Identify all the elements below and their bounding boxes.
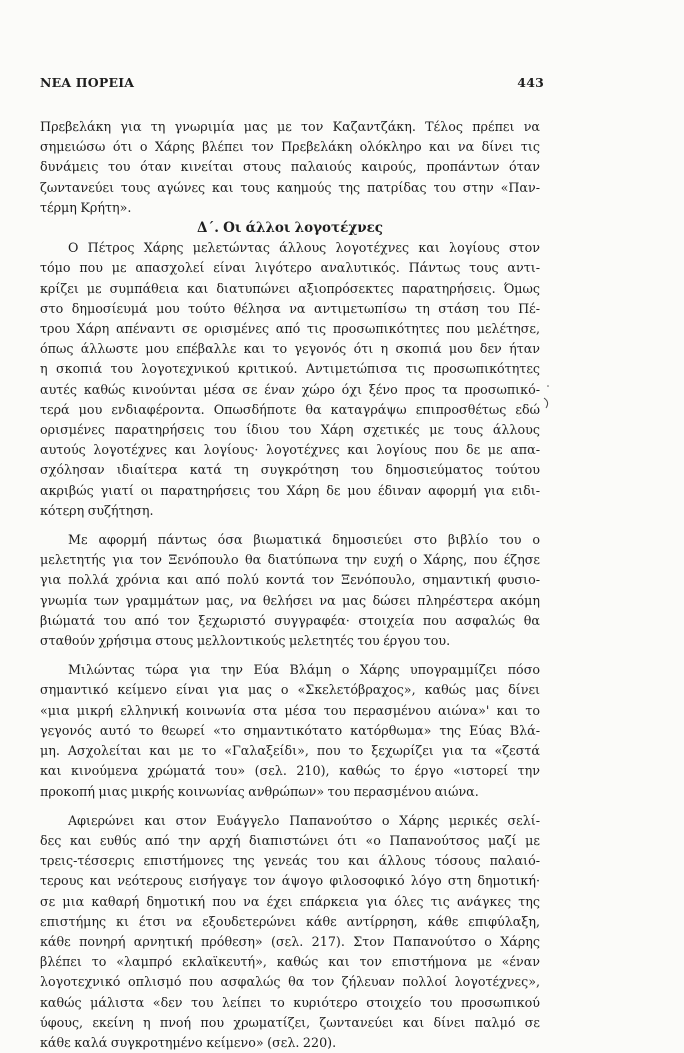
text-line: αυτές καθώς κινούνται μέσα σε έναν χώρο όχι ξένο προς τα προσωπικό- [40, 381, 540, 397]
journal-title: ΝΕΑ ΠΟΡΕΙΑ [40, 75, 135, 90]
text-line: Μιλώντας τώρα για την Εύα Βλάμη ο Χάρης υπογραμμίζει πόσο [68, 662, 540, 678]
text-line: τερά μου ενδιαφέροντα. Οπωσδήποτε θα καταγράψω επιπροσθέτως εδώ [40, 401, 540, 417]
page-number: 443 [517, 75, 544, 90]
text-line: ακριβώς γιατί οι παρατηρήσεις του Χάρη δε μου έδιναν αφορμή για ειδι- [40, 482, 540, 498]
paragraph [40, 811, 540, 1053]
text-line: κάθε καλά συγκροτημένο κείμενο» (σελ. 220). [40, 1034, 337, 1050]
text-line: λογοτεχνικό οπλισμό που ασφαλώς θα τον ζήλευαν πολλοί λογοτέχνες», [40, 974, 540, 990]
text-line: όπως άλλωστε μου επέβαλλε και το γεγονός ότι η σκοπιά μου δεν ήταν [40, 341, 540, 357]
text-line: δυνάμεις του όταν κινείται στους παλαιούς καιρούς, προπάντων όταν [40, 159, 540, 175]
text-line: βλέπει το «λαμπρό εκλαϊκευτή», καθώς και τον επιστήμονα με «έναν [40, 954, 540, 970]
text-line: καθώς μάλιστα «δεν του λείπει το κυριότερο στοιχείο του προσωπικού [40, 994, 540, 1010]
text-line: Ο Πέτρος Χάρης μελετώντας άλλους λογοτέχνες και λογίους στον [68, 240, 540, 256]
text-line: Αφιερώνει και στον Ευάγγελο Παπανούτσο ο Χάρης μερικές σελί- [68, 812, 540, 828]
text-line: κότερη συζήτηση. [40, 502, 154, 518]
text-line: σημαντικό κείμενο είναι για μας ο «Σκελετόβραχος», καθώς μας δίνει [40, 682, 540, 698]
paragraph [40, 117, 540, 218]
text-line: ορισμένες παρατηρήσεις του ίδιου του Χάρη σχετικές με τους άλλους [40, 422, 540, 438]
text-line: κάθε πονηρή αρνητική πρόθεση» (σελ. 217). Στον Παπανούτσο ο Χάρης [40, 933, 540, 949]
text-line: σταθούν χρήσιμα στους μελλοντικούς μελετητές του έργου του. [40, 633, 451, 649]
text-line: προκοπή μιας μικρής κοινωνίας ανθρώπων» του περασμένου αιώνα. [40, 783, 479, 799]
scan-speck-mark [540, 380, 570, 440]
text-line: κρίζει με συμπάθεια και διατυπώνει αξιοπρόσεκτες παρατηρήσεις. Όμως [40, 280, 540, 296]
paragraph [40, 238, 540, 521]
section-heading: Δ΄. Οι άλλοι λογοτέχνες [196, 220, 384, 237]
text-line: μελετητής για τον Ξενόπουλο θα διατύπωνα την ευχή ο Χάρης, που έζησε [40, 552, 540, 568]
text-line: σε μια καθαρή δημοτική που να έχει επάρκεια για όλες τις ανάγκες της [40, 893, 540, 909]
text-line: επιστήμης κι έτσι να εξουδετερώνει κάθε αντίρρηση, κάθε επιφύλαξη, [40, 913, 540, 929]
text-line: στο δημοσίευμά μου τούτο θέλησα να αντιμετωπίσω τη στάση του Πέ- [40, 300, 540, 316]
text-line: ζωντανεύει τους αγώνες και τους καημούς της πατρίδας του στην «Παν- [40, 179, 540, 195]
text-line: βιώματά του από τον ξεχωριστό συγγραφέα· στοιχεία που ασφαλώς θα [40, 612, 540, 628]
text-line: τρου Χάρη απέναντι σε ορισμένες από τις προσωπικότητες που μελέτησε, [40, 321, 540, 337]
text-line: αυτούς λογοτέχνες και λογίους· λογοτέχνες και λογίους που δε με απα- [40, 442, 540, 458]
running-header [40, 75, 544, 90]
text-line: τρεις-τέσσερις επιστήμονες της γενεάς του και άλλους τόσους παλαιό- [40, 853, 540, 869]
text-line: τέρμη Κρήτη». [40, 199, 132, 215]
text-line: δες και ευθύς από την αρχή διαπιστώνει ότι «ο Παπανούτσος μαζί με [40, 832, 540, 848]
paragraph [40, 660, 540, 801]
text-line: «μια μικρή ελληνική κοινωνία στα μέσα του περασμένου αιώνα»' και το [40, 702, 540, 718]
text-line: για πολλά χρόνια και από πολύ κοντά τον Ξενόπουλο, σημαντική φυσιο- [40, 572, 540, 588]
text-line: και κινούμενα χρώματά του» (σελ. 210), καθώς το έργο «ιστορεί την [40, 763, 540, 779]
text-line: μη. Ασχολείται και με το «Γαλαξείδι», που το ξεχωρίζει για τα «ζεστά [40, 743, 540, 759]
paragraph [40, 530, 540, 651]
text-line: τερους και νεότερους εισήγαγε τον άψογο φιλοσοφικό λόγο στη δημοτική· [40, 873, 540, 889]
text-line: γνωμία των γραμμάτων μας, να θελήσει να μας δώσει πληρέστερα ακόμη [40, 592, 540, 608]
text-line: Με αφορμή πάντως όσα βιωματικά δημοσιεύει στο βιβλίο του ο [68, 532, 540, 548]
body-text [40, 117, 540, 1053]
text-line: Πρεβελάκη για τη γνωριμία μας με τον Καζαντζάκη. Τέλος πρέπει να [40, 119, 540, 134]
text-line: η σκοπιά του λογοτεχνικού κριτικού. Αντιμετώπισα τις προσωπικότητες [40, 361, 540, 377]
text-line: σχόλησαν ιδιαίτερα κατά τη συγκρότηση του δημοσιεύματος τούτου [40, 462, 540, 478]
text-line: γεγονός αυτό το θεωρεί «το σημαντικότατο κατόρθωμα» της Εύας Βλά- [40, 722, 540, 738]
text-line: τόμο που με απασχολεί είναι λιγότερο αναλυτικός. Πάντως τους αντι- [40, 260, 540, 276]
text-line: σημειώσω ότι ο Χάρης βλέπει τον Πρεβελάκη ολόκληρο και να δίνει τις [40, 139, 540, 155]
text-line: ύφους, εκείνη η πνοή που χρωματίζει, ζωντανεύει και δίνει παλμό σε [40, 1014, 540, 1030]
